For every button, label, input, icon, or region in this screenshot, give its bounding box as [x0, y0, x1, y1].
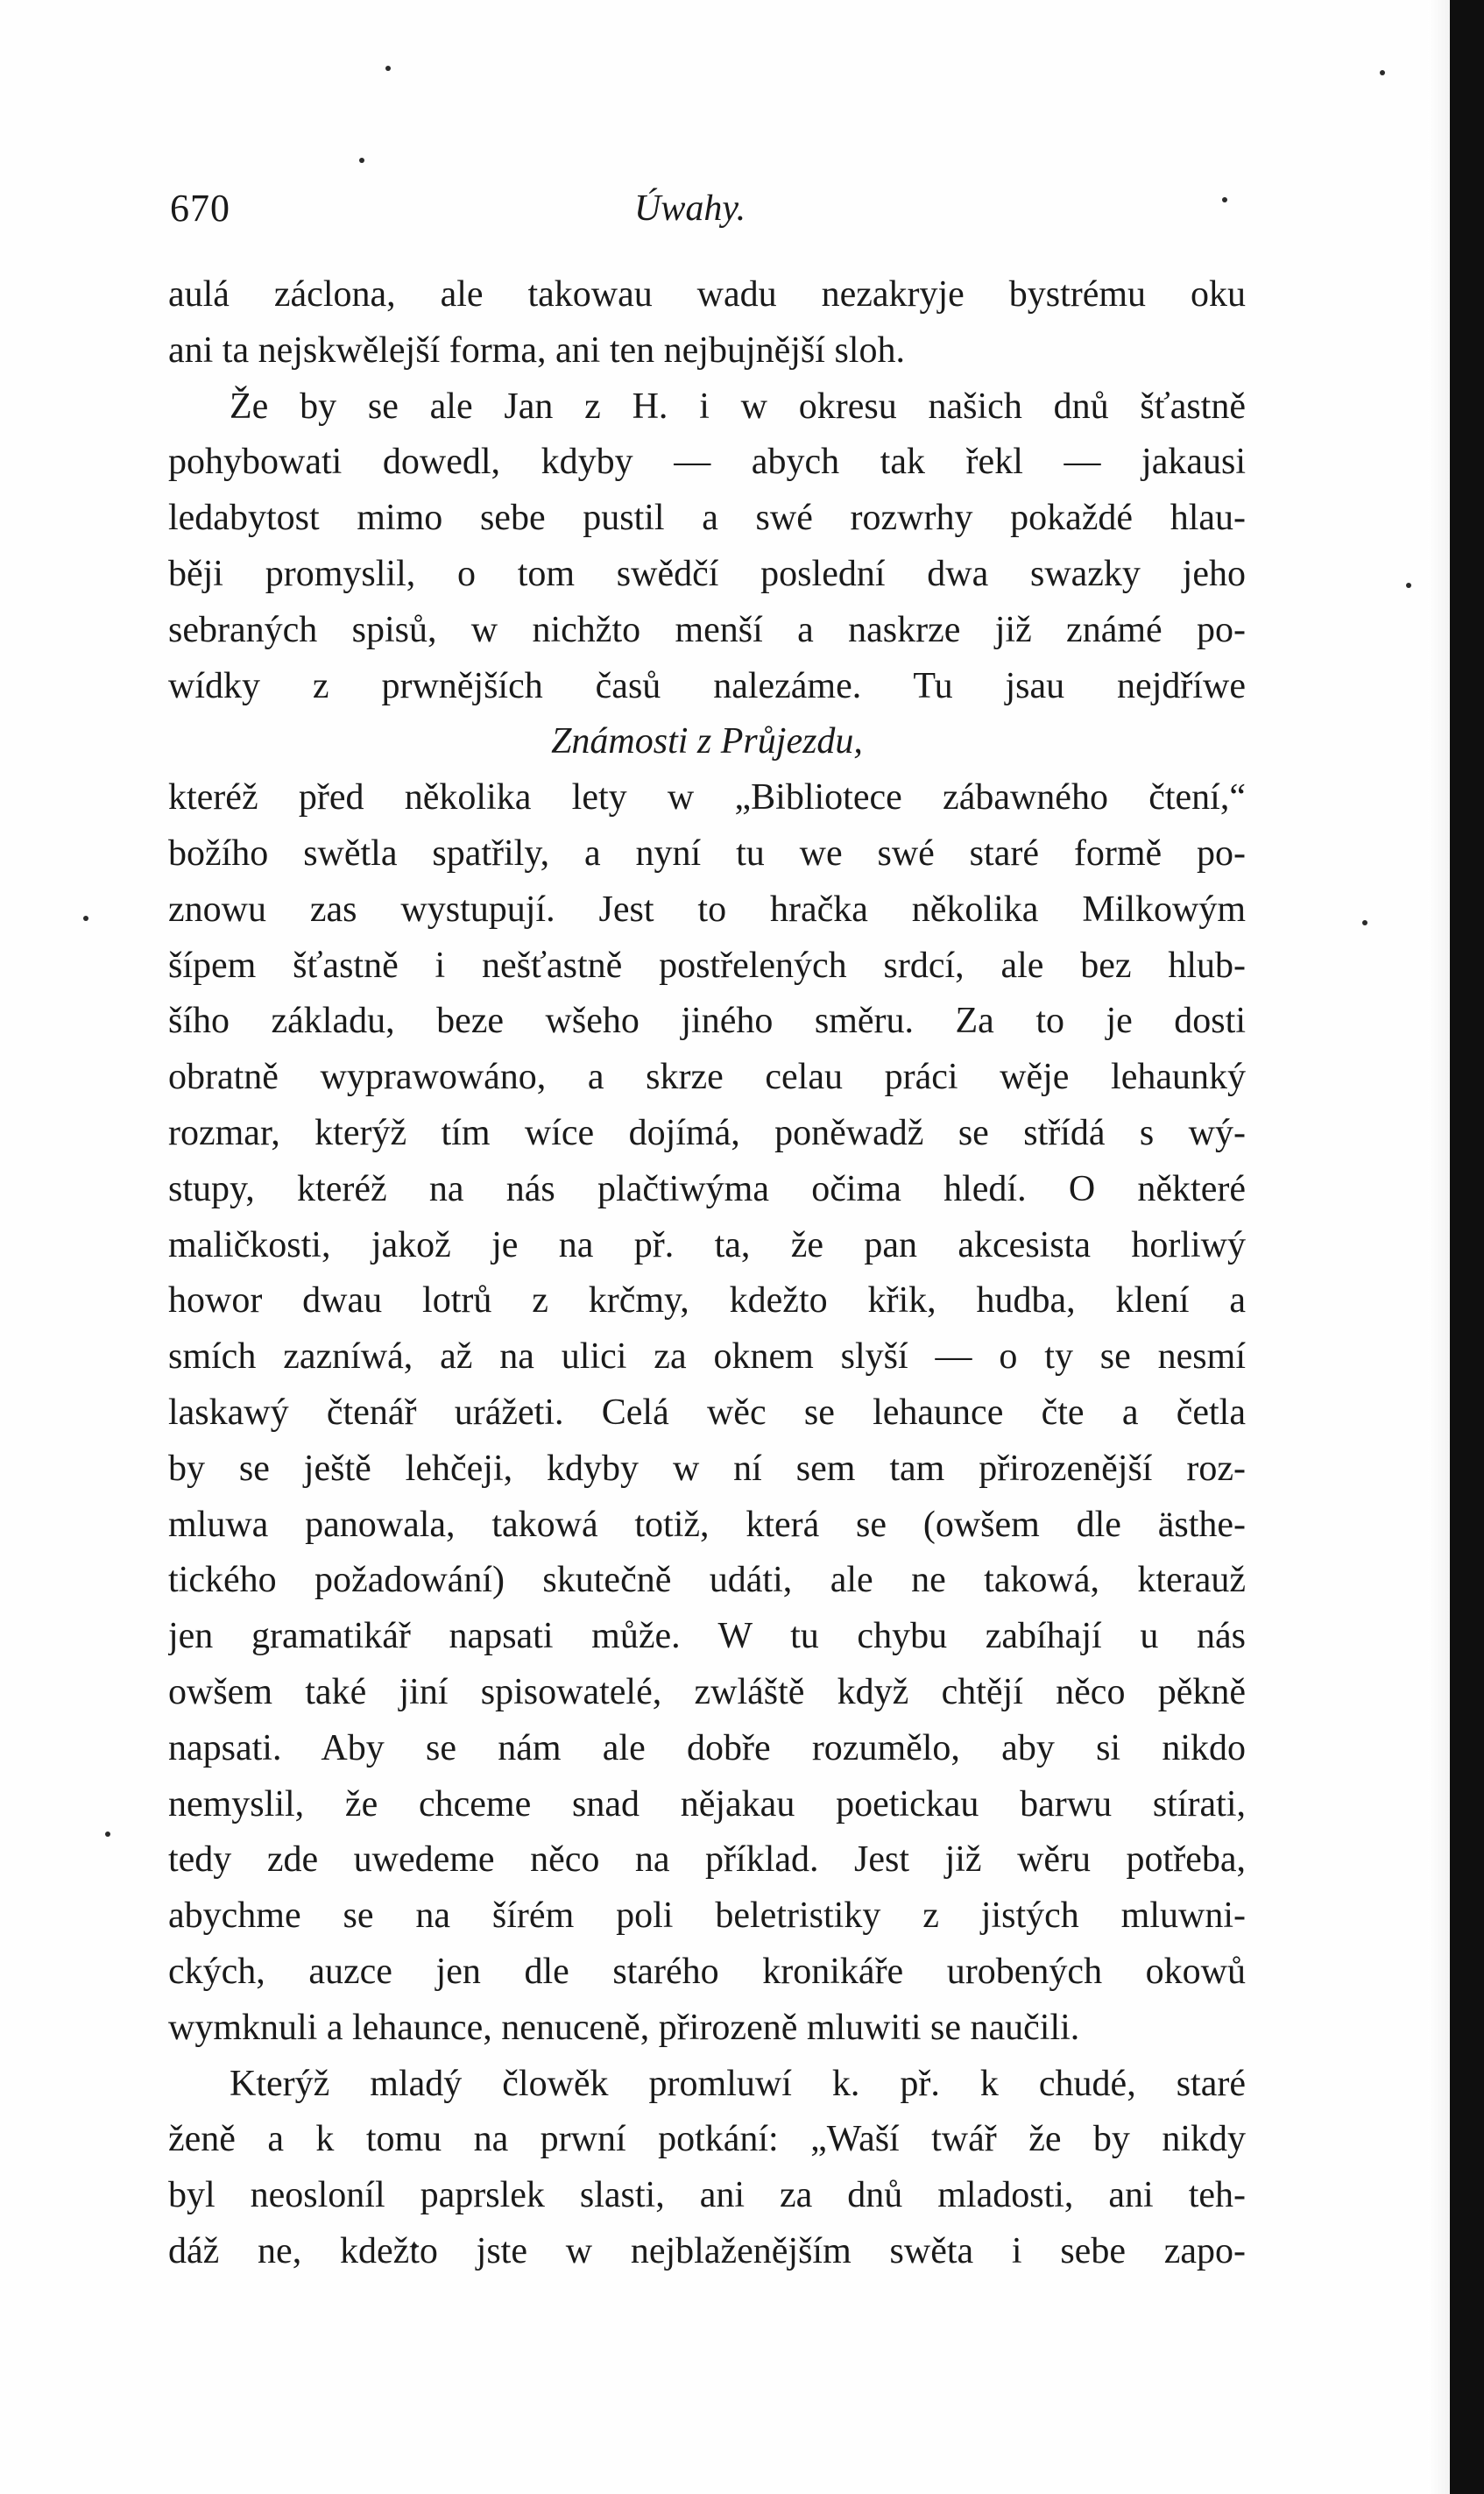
- text-line: laskawý čtenář urážeti. Celá wěc se lehaunce čte a četla: [168, 1392, 1246, 1433]
- page-gutter: [1428, 0, 1450, 2494]
- text-line: abychme se na šírém poli beletristiky z jistých mluwni-: [168, 1895, 1246, 1937]
- text-line: howor dwau lotrů z krčmy, kdežto křik, hudba, klení a: [168, 1280, 1246, 1321]
- text-line: běji promyslil, o tom swědčí poslední dwa swazky jeho: [168, 553, 1246, 594]
- text-line: ledabytost mimo sebe pustil a swé rozwrhy pokaždé hlau-: [168, 498, 1246, 539]
- scan-speck: [1380, 70, 1385, 75]
- text-line: ani ta nejskwělejší forma, ani ten nejbujnější sloh.: [168, 329, 905, 371]
- text-line: tického požadowání) skutečně udáti, ale ne takowá, kterauž: [168, 1560, 1246, 1601]
- text-line: sebraných spisů, w nichžto menší a naskrze již známé po-: [168, 609, 1246, 650]
- text-line: Že by se ale Jan z H. i w okresu našich dnů šťastně: [230, 386, 1246, 427]
- scan-speck: [83, 916, 88, 921]
- text-line: šípem šťastně i nešťastně postřelených srdcí, ale bez hlub-: [168, 945, 1246, 986]
- text-line: by se ještě lehčeji, kdyby w ní sem tam přirozenější roz-: [168, 1448, 1246, 1489]
- text-line: ženě a k tomu na prwní potkání: „Waší twář že by nikdy: [168, 2119, 1246, 2160]
- text-line: pohybowati dowedl, kdyby — abych tak řekl — jakausi: [168, 442, 1246, 483]
- text-line: ckých, auzce jen dle starého kronikáře urobených okowů: [168, 1951, 1246, 1992]
- text-line: nemyslil, že chceme snad nějakau poetickau barwu stírati,: [168, 1783, 1246, 1824]
- section-title: Známosti z Průjezdu,: [551, 721, 863, 762]
- text-line: jen gramatikář napsati může. W tu chybu zabíhají u nás: [168, 1616, 1246, 1657]
- text-line: obratně wyprawowáno, a skrze celau práci wěje lehaunký: [168, 1057, 1246, 1098]
- running-title: Úwahy.: [634, 188, 746, 229]
- text-line: wídky z prwnějších časů nalezáme. Tu jsau nejdříwe: [168, 665, 1246, 706]
- text-line: aulá záclona, ale takowau wadu nezakryje bystrému oku: [168, 274, 1246, 315]
- scan-speck: [1362, 920, 1367, 925]
- scan-speck: [105, 1832, 110, 1837]
- text-line: wymknuli a lehaunce, nenuceně, přirozeně mluwiti se naučili.: [168, 2007, 1080, 2048]
- text-line: šího základu, beze wšeho jiného směru. Za to je dosti: [168, 1001, 1246, 1042]
- text-line: maličkosti, jakož je na př. ta, že pan akcesista horliwý: [168, 1224, 1246, 1265]
- text-line: božího swětla spatřily, a nyní tu we swé staré formě po-: [168, 833, 1246, 874]
- text-line: owšem také jiní spisowatelé, zwláště když chtějí něco pěkně: [168, 1671, 1246, 1712]
- text-line: stupy, kteréž na nás plačtiwýma očima hledí. O některé: [168, 1168, 1246, 1209]
- text-line: tedy zde uwedeme něco na příklad. Jest již wěru potřeba,: [168, 1839, 1246, 1881]
- scan-speck: [385, 66, 391, 71]
- text-line: napsati. Aby se nám ale dobře rozumělo, aby si nikdo: [168, 1727, 1246, 1768]
- text-line: dáž ne, kdežto jste w nejblaženějším swěta i sebe zapo-: [168, 2230, 1246, 2271]
- text-line: Kterýž mladý člowěk promluwí k. př. k chudé, staré: [230, 2063, 1246, 2104]
- text-line: byl neosloníl paprslek slasti, ani za dnů mladosti, ani teh-: [168, 2175, 1246, 2216]
- page-header: [170, 186, 1309, 238]
- body-text: [168, 267, 1246, 2280]
- page-number: 670: [170, 187, 230, 230]
- text-line: smích zazníwá, až na ulici za oknem slyší — o ty se nesmí: [168, 1336, 1246, 1378]
- scan-speck: [1406, 583, 1411, 588]
- scan-edge: [1450, 0, 1484, 2494]
- scan-speck: [359, 158, 364, 163]
- text-line: kteréž před několika lety w „Bibliotece zábawného čtení,“: [168, 777, 1246, 818]
- text-line: znowu zas wystupují. Jest to hračka několika Milkowým: [168, 889, 1246, 930]
- text-line: rozmar, kterýž tím wíce dojímá, poněwadž se střídá s wý-: [168, 1112, 1246, 1153]
- text-line: mluwa panowala, takowá totiž, která se (owšem dle ästhe-: [168, 1504, 1246, 1545]
